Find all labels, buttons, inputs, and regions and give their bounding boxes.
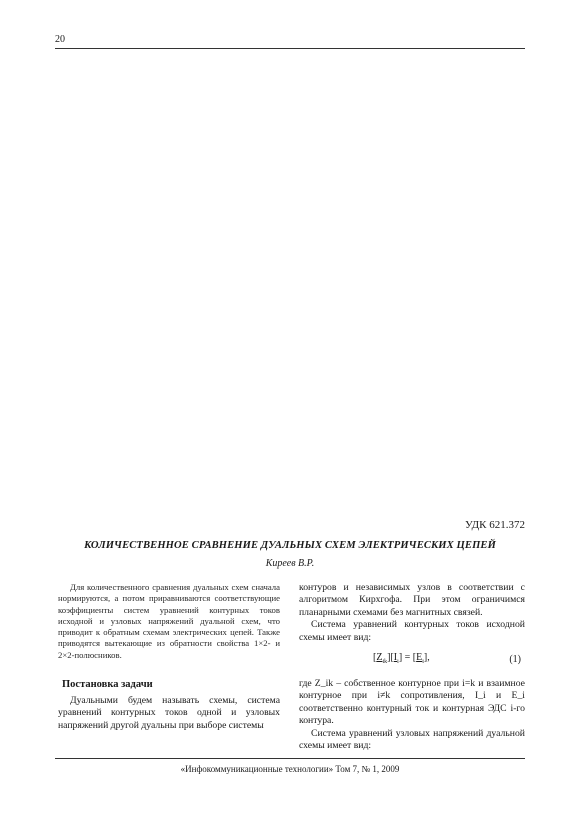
footer-rule — [55, 758, 525, 759]
eq-z: Z — [376, 652, 383, 664]
left-column — [58, 582, 280, 732]
eq-e-sub: i — [422, 659, 424, 666]
equation-number: (1) — [509, 654, 521, 666]
journal-footer: «Инфокоммуникационные технологии» Том 7, № 1, 2009 — [180, 764, 400, 774]
udc-code: УДК 621.372 — [464, 519, 525, 531]
article-title: КОЛИЧЕСТВЕННОЕ СРАВНЕНИЕ ДУАЛЬНЫХ СХЕМ ЭЛЕКТРИЧЕСКИХ ЦЕПЕЙ — [84, 540, 496, 551]
eq-i: I — [393, 652, 398, 664]
article-author: Киреев В.Р. — [265, 558, 315, 569]
right-paragraph-1: контуров и независимых узлов в соответствии с алгоритмом Кирхгофа. При этом ограничимся планарными схемами без магнитных связей. — [299, 582, 525, 618]
right-column — [299, 582, 525, 752]
page-number: 20 — [55, 34, 65, 45]
eq-equals: = — [404, 652, 411, 664]
right-paragraph-2: Система уравнений контурных токов исходной схемы имеет вид: — [299, 619, 525, 643]
left-paragraph: Дуальными будем называть схемы, система уравнений контурных токов одной и узловых напряжений другой дуальны при выборе системы — [58, 695, 280, 731]
eq-tail: , — [427, 652, 430, 664]
right-paragraph-4: Система уравнений узловых напряжений дуальной схемы имеет вид: — [299, 727, 525, 752]
section-heading: Постановка задачи — [62, 679, 153, 691]
eq-i-sub: i — [397, 659, 399, 666]
abstract: Для количественного сравнения дуальных схем сначала нормируются, а потом приравниваются соответствующие коэффициенты систем уравнений контурных токов исходной и узловых напряжений дуальной схем, что приводит к обратным схемам электрических цепей. Также приводятся вытекающие из обратности свойства 1×2- и 2×2-полюсников. — [58, 582, 280, 660]
equation-body: $[Z_{ik}][I_i] = [E_i]$, — [373, 652, 430, 666]
eq-z-sub: ik — [382, 659, 388, 666]
equation-1 — [299, 648, 525, 672]
right-paragraph-3: где Z_ik – собственное контурное при i=k и взаимное контурное при i≠k сопротивления, I_i и E_i соответственно контурный ток и контурная ЭДС i-го контура. — [299, 678, 525, 727]
header-rule — [55, 48, 525, 49]
eq-e: E — [416, 652, 423, 664]
